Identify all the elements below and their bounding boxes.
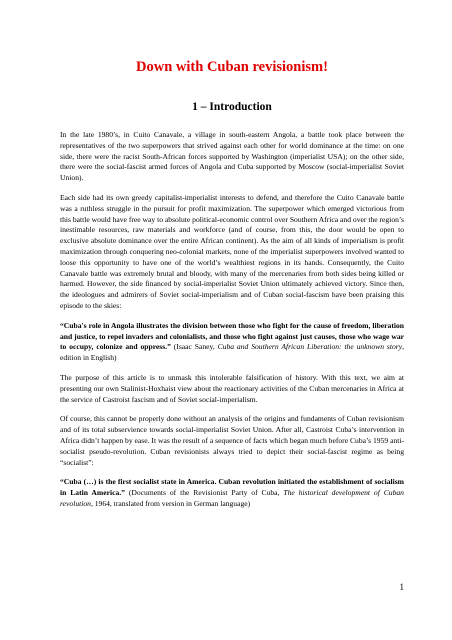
quote-party-source-post: , 1964, translated from version in German language) xyxy=(90,498,251,508)
document-title: Down with Cuban revisionism! xyxy=(136,59,328,75)
quote-party-source-pre: (Documents of the Revisionist Party of Cuba, xyxy=(124,488,284,498)
section-heading: 1 – Introduction xyxy=(192,101,272,113)
quote-party-documents xyxy=(60,477,404,509)
quote-saney-source-title: Cuba and Southern African Liberation: the unknown story xyxy=(217,342,403,352)
quote-saney-source-post: , edition in English) xyxy=(60,342,404,363)
quote-saney xyxy=(60,321,404,364)
paragraph-intro: In the late 1980’s, in Cuito Canavale, a village in south-eastern Angola, a battle took place between the representatives of the two superpowers that strived against each other for world dominance at the time: on one side, there were the racist South-African forces supported by Washington (imperialist USA); on the other side, there were the social-fascist armed forces of Angola and Cuba supported by Moscow (social-imperialist Soviet Union). xyxy=(60,130,404,183)
quote-party-source-title: The historical development of Cuban revolution xyxy=(60,488,404,508)
paragraph-battle: Each side had its own greedy capitalist-imperialist interests to defend, and therefore the Cuito Canavale battle was a ruthless struggle in the pursuit for profit maximization. The superpower which emerged victorious from this battle would have free way to absolute political-economic control over Southern Africa and over the region’s inestimable resources, raw materials and workforce (and of course, from this, the door would be open to exclusive absolute dominance over the entire African continent). As the aim of all kinds of imperialism is profit maximization through conquering neo-colonial markets, none of the imperialist superpowers involved wanted to loose this opportunity to have one of the world’s wealthiest regions in its hands. Consequently, the Cuito Canavale battle was extremely brutal and bloody, with many of the mercenaries from both sides being killed or harmed. However, the side financed by social-imperialist Soviet Union ultimately achieved victory. Since then, the ideologues and admirers of Soviet social-imperialism and of Cuban social-fascism have been praising this episode to the skies: xyxy=(60,192,404,310)
quote-saney-source-pre: (Isaac Saney, xyxy=(170,342,218,352)
paragraph-purpose: The purpose of this article is to unmask this intolerable falsification of history. With this text, we aim at presenting our own Stalinist-Hoxhaist view about the reactionary activities of the Cuban mercenaries in Africa at the service of Castroist fascism and of Soviet social-imperialism. xyxy=(60,372,404,404)
quote-party-text: “Cuba (…) is the first socialist state in America. Cuban revolution initiated the establishment of socialism in Latin America.” xyxy=(60,477,404,498)
paragraph-analysis: Of course, this cannot be properly done without an analysis of the origins and fundaments of Cuban revisionism and of its total subservience towards social-imperialist Soviet Union. After all, Castroist Cuba’s intervention in Africa didn’t happen by ease. It was the result of a sequence of facts which began much before Cuba’s 1959 anti-socialist pseudo-revolution. Cuban revisionists always tried to depict their social-fascist regime as being “socialist”: xyxy=(60,414,404,467)
page-number: 1 xyxy=(399,582,404,592)
quote-saney-text: “Cuba's role in Angola illustrates the division between those who fight for the cause of freedom, liberation and justice, to repel invaders and colonialists, and those who fight against just causes, those who wage war to occupy, colonize and oppress.” xyxy=(60,320,404,352)
